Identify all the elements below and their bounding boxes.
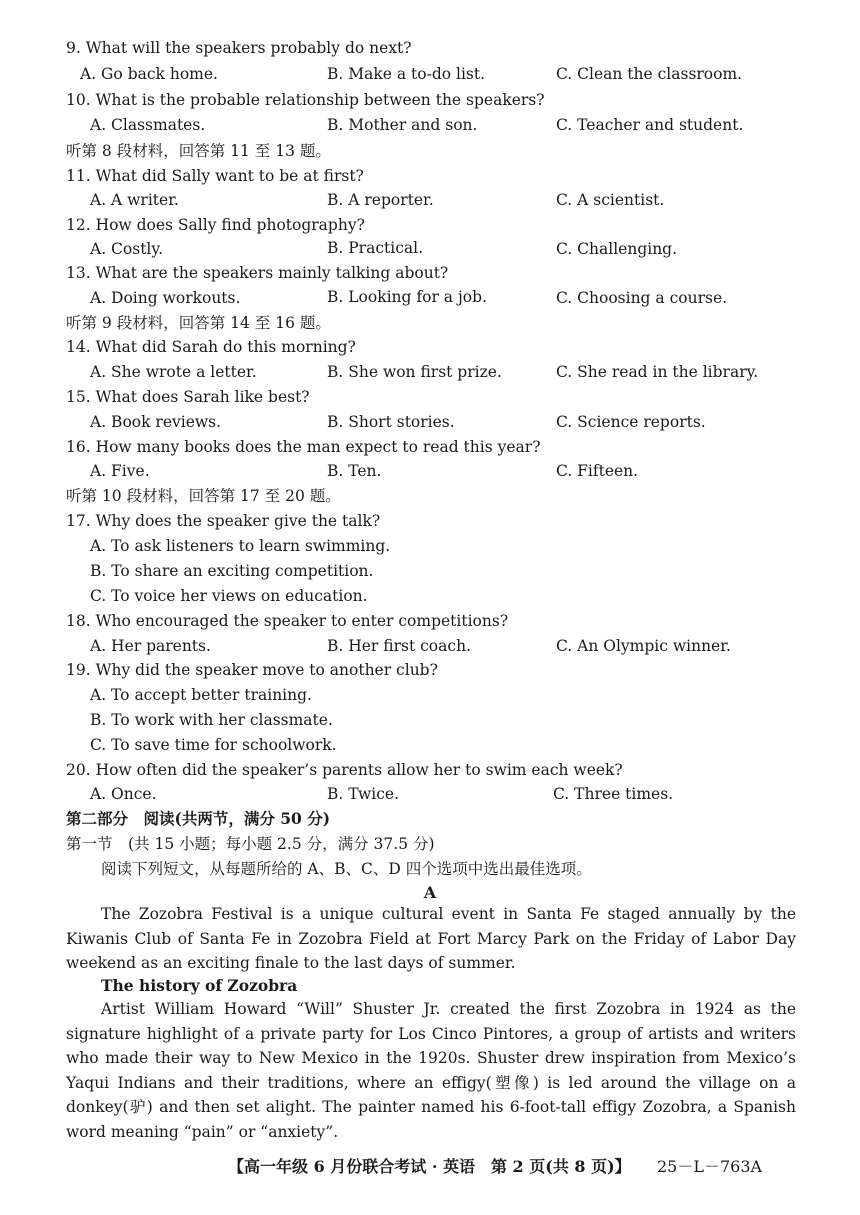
footer-code: 25－L－763A <box>657 1157 763 1176</box>
q19-option-b: B. To work with her classmate. <box>90 711 333 729</box>
q9-option-a: A. Go back home. <box>80 65 218 83</box>
q14-option-a: A. She wrote a letter. <box>90 363 257 381</box>
question-13: 13. What are the speakers mainly talking about? <box>66 264 449 282</box>
q17-option-a: A. To ask listeners to learn swimming. <box>90 537 391 555</box>
q12-option-c: C. Challenging. <box>556 240 678 258</box>
q11-option-c: C. A scientist. <box>556 191 665 209</box>
q12-option-a: A. Costly. <box>90 240 164 258</box>
q16-option-a: A. Five. <box>90 462 150 480</box>
q15-option-a: A. Book reviews. <box>90 413 222 431</box>
question-19: 19. Why did the speaker move to another club? <box>66 661 438 679</box>
q9-option-b: B. Make a to-do list. <box>327 65 486 83</box>
part-2-heading: 第二部分 阅读(共两节，满分 50 分) <box>66 809 331 828</box>
q11-option-b: B. A reporter. <box>327 191 434 209</box>
q10-option-b: B. Mother and son. <box>327 116 478 134</box>
question-17: 17. Why does the speaker give the talk? <box>66 512 381 530</box>
question-16: 16. How many books does the man expect to read this year? <box>66 438 541 456</box>
q9-option-c: C. Clean the classroom. <box>556 65 743 83</box>
section-1-heading: 第一节 (共 15 小题；每小题 2.5 分，满分 37.5 分) <box>66 835 435 853</box>
q20-option-b: B. Twice. <box>327 785 400 803</box>
q13-option-c: C. Choosing a course. <box>556 289 728 307</box>
q17-option-b: B. To share an exciting competition. <box>90 562 374 580</box>
q10-option-a: A. Classmates. <box>90 116 206 134</box>
q17-option-c: C. To voice her views on education. <box>90 587 368 605</box>
question-10: 10. What is the probable relationship between the speakers? <box>66 91 545 109</box>
passage-paragraph-2: Artist William Howard “Will” Shuster Jr. created the first Zozobra in 1924 as the signature highlight of a private party for Los Cinco Pintores, a group of artists and writers who made their way to New Mexico in the 1920s. Shuster drew inspiration from Mexico’s Yaqui Indians and their traditions, where an effigy(塑像) is led around the village on a donkey(驴) and then set alight. The painter named his 6-foot-tall effigy Zozobra, a Spanish word meaning “pain” or “anxiety”. <box>66 1000 796 1141</box>
q13-option-a: A. Doing workouts. <box>90 289 241 307</box>
segment-8-header: 听第 8 段材料，回答第 11 至 13 题。 <box>66 142 331 160</box>
question-12: 12. How does Sally find photography? <box>66 216 365 234</box>
q20-option-c: C. Three times. <box>553 785 674 803</box>
q19-option-c: C. To save time for schoolwork. <box>90 736 337 754</box>
segment-10-header: 听第 10 段材料，回答第 17 至 20 题。 <box>66 487 341 505</box>
footer-title: 【高一年级 6 月份联合考试 · 英语 第 2 页(共 8 页)】 <box>228 1157 631 1176</box>
q20-option-a: A. Once. <box>90 785 157 803</box>
q18-option-a: A. Her parents. <box>90 637 211 655</box>
q16-option-c: C. Fifteen. <box>556 462 639 480</box>
q15-option-b: B. Short stories. <box>327 413 455 431</box>
q10-option-c: C. Teacher and student. <box>556 116 744 134</box>
question-18: 18. Who encouraged the speaker to enter competitions? <box>66 612 509 630</box>
q18-option-b: B. Her first coach. <box>327 637 471 655</box>
question-14: 14. What did Sarah do this morning? <box>66 338 356 356</box>
q11-option-a: A. A writer. <box>90 191 179 209</box>
question-15: 15. What does Sarah like best? <box>66 388 310 406</box>
q15-option-c: C. Science reports. <box>556 413 706 431</box>
q12-option-b: B. Practical. <box>327 239 423 257</box>
segment-9-header: 听第 9 段材料，回答第 14 至 16 题。 <box>66 314 331 332</box>
passage-subheading: The history of Zozobra <box>101 976 298 995</box>
reading-instruction: 阅读下列短文，从每题所给的 A、B、C、D 四个选项中选出最佳选项。 <box>101 860 592 878</box>
q13-option-b: B. Looking for a job. <box>327 288 487 306</box>
passage-paragraph-1: The Zozobra Festival is a unique cultural event in Santa Fe staged annually by the Kiwanis Club of Santa Fe in Zozobra Field at Fort Marcy Park on the Friday of Labor Day weekend as an exciting finale to the last days of summer. <box>66 905 796 972</box>
passage-label: A <box>423 883 437 902</box>
question-20: 20. How often did the speaker’s parents allow her to swim each week? <box>66 761 623 779</box>
question-11: 11. What did Sally want to be at first? <box>66 167 364 185</box>
q16-option-b: B. Ten. <box>327 462 382 480</box>
question-9: 9. What will the speakers probably do next? <box>66 39 412 57</box>
q18-option-c: C. An Olympic winner. <box>556 637 731 655</box>
q19-option-a: A. To accept better training. <box>90 686 312 704</box>
q14-option-b: B. She won first prize. <box>327 363 502 381</box>
q14-option-c: C. She read in the library. <box>556 363 759 381</box>
